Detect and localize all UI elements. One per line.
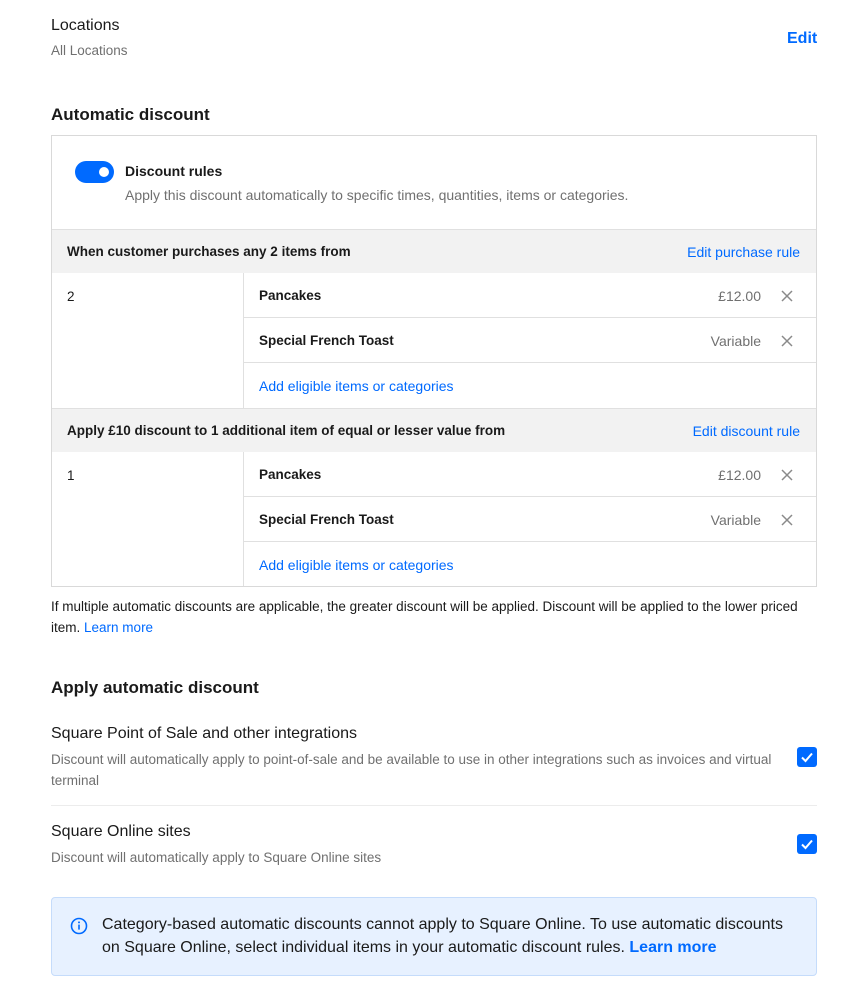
info-learn-more-link[interactable]: Learn more (629, 939, 717, 956)
table-row (244, 497, 816, 542)
edit-discount-rule-link[interactable]: Edit discount rule (692, 423, 800, 439)
discount-rule-header (52, 408, 816, 452)
info-banner-text (102, 913, 802, 959)
locations-edit-button[interactable]: Edit (787, 30, 818, 47)
add-eligible-items-link[interactable]: Add eligible items or categories (259, 557, 454, 573)
option-title: Square Point of Sale and other integrations (51, 725, 357, 742)
table-row (244, 542, 816, 587)
item-price: Variable (710, 333, 761, 349)
purchase-rule-quantity: 2 (67, 289, 75, 304)
table-row (244, 273, 816, 318)
info-icon (70, 917, 88, 935)
item-name: Special French Toast (259, 512, 394, 527)
close-icon[interactable] (780, 334, 794, 348)
apply-automatic-discount-heading: Apply automatic discount (51, 678, 259, 697)
close-icon[interactable] (780, 468, 794, 482)
purchase-rule-header (52, 229, 816, 273)
table-row (244, 363, 816, 408)
locations-title: Locations (51, 17, 120, 34)
edit-purchase-rule-link[interactable]: Edit purchase rule (687, 244, 800, 260)
discount-rules-toggle[interactable] (75, 161, 114, 183)
close-icon[interactable] (780, 513, 794, 527)
discount-rule-label: Apply £10 discount to 1 additional item of equal or lesser value from (67, 423, 506, 438)
item-name: Special French Toast (259, 333, 394, 348)
item-price: Variable (710, 512, 761, 528)
purchase-rule-label: When customer purchases any 2 items from (67, 244, 351, 259)
info-message: Category-based automatic discounts cannot apply to Square Online. To use automatic discounts on Square Online, select individual items in your automatic discount rules. (102, 916, 783, 956)
locations-value: All Locations (51, 43, 128, 58)
check-icon (797, 747, 817, 767)
discount-rules-description: Apply this discount automatically to specific times, quantities, items or categories. (125, 187, 629, 203)
item-price: £12.00 (718, 288, 761, 304)
check-icon (797, 834, 817, 854)
automatic-discount-panel (51, 135, 817, 587)
discount-rule-quantity: 1 (67, 468, 75, 483)
discount-rules-title: Discount rules (125, 163, 223, 179)
divider (51, 805, 817, 806)
online-sites-checkbox[interactable] (797, 834, 817, 854)
option-description: Discount will automatically apply to Square Online sites (51, 850, 382, 865)
table-row (244, 452, 816, 497)
discount-note-text: If multiple automatic discounts are applicable, the greater discount will be applied. Discount will be applied to the lower priced item. (51, 599, 798, 635)
automatic-discount-heading: Automatic discount (51, 105, 210, 124)
close-icon[interactable] (780, 289, 794, 303)
option-title: Square Online sites (51, 823, 191, 840)
add-eligible-items-link[interactable]: Add eligible items or categories (259, 378, 454, 394)
info-banner (51, 897, 817, 976)
item-name: Pancakes (259, 288, 322, 303)
point-of-sale-checkbox[interactable] (797, 747, 817, 767)
learn-more-link[interactable]: Learn more (84, 620, 154, 635)
discount-note (51, 596, 821, 638)
item-name: Pancakes (259, 467, 322, 482)
toggle-knob (99, 167, 109, 177)
item-price: £12.00 (718, 467, 761, 483)
option-description: Discount will automatically apply to point-of-sale and be available to use in other integrations such as invoices and virtual terminal (51, 752, 772, 788)
table-row (244, 318, 816, 363)
